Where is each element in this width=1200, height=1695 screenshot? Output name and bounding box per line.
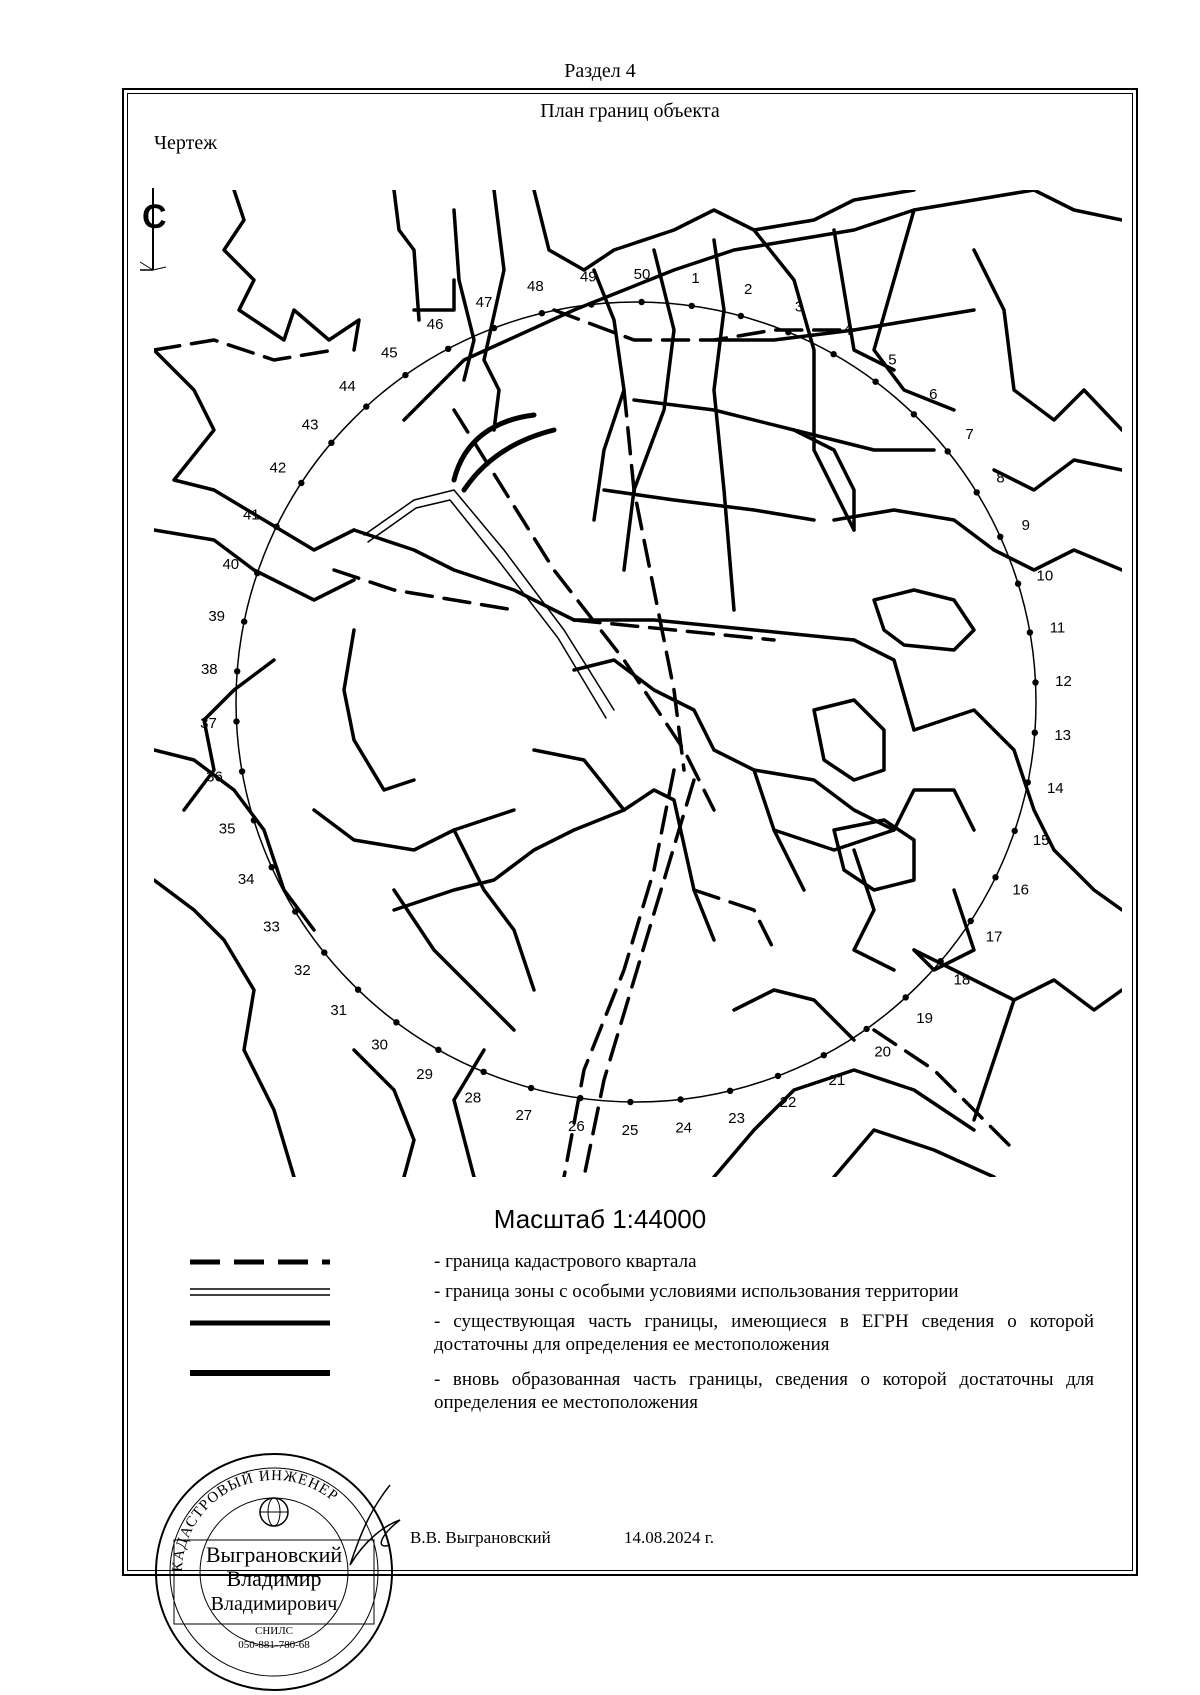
boundary-point	[974, 489, 980, 495]
boundary-point-label: 49	[579, 268, 597, 286]
boundary-point-label: 8	[996, 469, 1005, 487]
isolated-parcels	[814, 590, 974, 890]
boundary-point	[727, 1088, 733, 1094]
stamp-line-3: Владимирович	[210, 1593, 338, 1615]
scale-label: Масштаб 1:44000	[493, 1204, 707, 1234]
special-zone-boundary	[364, 490, 614, 718]
boundary-point-label: 14	[1046, 780, 1064, 798]
boundary-point-label: 7	[965, 425, 974, 443]
boundary-point-label: 2	[744, 281, 753, 298]
boundary-point-label: 37	[200, 714, 217, 732]
boundary-point-labels	[200, 266, 1072, 1139]
boundary-point	[775, 1073, 781, 1079]
boundary-point-label: 13	[1054, 726, 1072, 744]
legend-line-thick	[190, 1316, 330, 1330]
boundary-point	[254, 570, 260, 576]
legend-line-thick-bold	[190, 1366, 330, 1380]
boundary-point-label: 36	[206, 768, 223, 786]
stamp-line-1: Выграновский	[205, 1542, 343, 1567]
boundary-point-label: 48	[527, 278, 544, 295]
object-boundary-circle	[236, 302, 1036, 1102]
boundary-point-label: 4	[843, 321, 852, 339]
legend-line-double	[190, 1285, 330, 1299]
boundary-point-label: 19	[916, 1010, 933, 1028]
drawing-label: Чертеж	[154, 132, 218, 154]
boundary-point	[872, 379, 878, 385]
boundary-point	[328, 440, 334, 446]
boundary-point-label: 24	[675, 1119, 693, 1137]
boundary-point	[435, 1047, 441, 1053]
legend-text-new: - вновь образованная часть границы, сведения о которой достаточны для определения ее местоположения	[434, 1369, 1094, 1413]
boundary-point-label: 34	[237, 870, 255, 888]
boundary-point	[821, 1052, 827, 1058]
boundary-point-label: 32	[294, 962, 311, 980]
boundary-point	[491, 325, 497, 331]
boundary-point	[1012, 828, 1018, 834]
boundary-point	[292, 908, 298, 914]
boundary-point	[241, 618, 247, 624]
boundary-point	[298, 480, 304, 486]
north-arrow-letter: С	[142, 198, 167, 236]
boundary-point-label: 33	[263, 918, 280, 936]
boundary-point	[233, 718, 239, 724]
boundary-point-label: 3	[794, 298, 804, 316]
boundary-point	[830, 351, 836, 357]
boundary-point	[273, 524, 279, 530]
boundary-point-label: 30	[371, 1036, 388, 1054]
stamp-ring-text: КАДАСТРОВЫЙ ИНЖЕНЕР	[169, 1467, 342, 1573]
legend-line-dashed	[190, 1255, 330, 1269]
signer-name: В.В. Выграновский	[410, 1528, 551, 1547]
boundary-point-label: 25	[621, 1122, 639, 1139]
boundary-point-label: 40	[222, 556, 240, 574]
boundary-point-label: 43	[301, 416, 319, 434]
boundary-point-label: 35	[218, 820, 236, 838]
boundary-point-label: 50	[633, 266, 651, 283]
boundary-point	[1015, 581, 1021, 587]
stamp-line-4: СНИЛС	[254, 1625, 294, 1637]
boundary-point-label: 21	[828, 1071, 846, 1089]
boundary-point	[355, 987, 361, 993]
cadastral-map	[154, 190, 1122, 1177]
boundary-point	[363, 403, 369, 409]
boundary-point	[480, 1069, 486, 1075]
handwritten-signature	[330, 1480, 420, 1570]
boundary-point-label: 26	[568, 1117, 585, 1135]
legend-text-existing: - существующая часть границы, имеющиеся в ЕГРН сведения о которой достаточны для определения ее местоположения	[434, 1311, 1094, 1355]
stamp-line-5: 050-881-780-68	[238, 1639, 310, 1651]
boundary-point	[992, 874, 998, 880]
boundary-point	[627, 1099, 633, 1105]
boundary-point	[528, 1085, 534, 1091]
boundary-point-label: 38	[200, 661, 218, 679]
boundary-point	[997, 534, 1003, 540]
boundary-point-label: 20	[874, 1043, 892, 1061]
boundary-point-label: 31	[330, 1001, 348, 1019]
legend-text-quarter: - граница кадастрового квартала	[434, 1251, 697, 1272]
boundary-point	[239, 768, 245, 774]
boundary-points	[233, 299, 1038, 1105]
boundary-point	[911, 411, 917, 417]
boundary-point-label: 5	[888, 351, 897, 369]
boundary-point	[445, 346, 451, 352]
plan-title: План границ объекта	[540, 100, 720, 122]
boundary-point	[234, 668, 240, 674]
boundary-point	[677, 1096, 683, 1102]
boundary-point-label: 9	[1021, 517, 1030, 535]
boundary-point	[577, 1095, 583, 1101]
boundary-point-label: 47	[475, 293, 493, 311]
boundary-point	[321, 949, 327, 955]
boundary-point-label: 18	[953, 971, 971, 989]
boundary-point	[1032, 679, 1038, 685]
stamp-line-2: Владимир	[226, 1566, 322, 1591]
boundary-point-label: 29	[416, 1066, 433, 1084]
boundary-point	[588, 301, 594, 307]
boundary-point	[1025, 779, 1031, 785]
boundary-point	[402, 372, 408, 378]
boundary-point-label: 23	[728, 1110, 745, 1127]
boundary-point	[903, 994, 909, 1000]
boundary-point	[251, 817, 257, 823]
section-title: Раздел 4	[564, 60, 636, 82]
boundary-point-label: 15	[1032, 831, 1050, 849]
boundary-point-label: 1	[691, 270, 700, 288]
boundary-point-label: 10	[1036, 567, 1054, 585]
boundary-point	[393, 1019, 399, 1025]
boundary-point-label: 11	[1049, 619, 1066, 637]
boundary-point	[937, 958, 943, 964]
boundary-point-label: 42	[269, 459, 287, 477]
boundary-point	[1027, 629, 1033, 635]
boundary-point-label: 16	[1012, 881, 1030, 899]
sign-date: 14.08.2024 г.	[624, 1528, 715, 1547]
boundary-point-label: 44	[339, 377, 356, 395]
boundary-point-label: 41	[242, 506, 260, 524]
boundary-point-label: 22	[779, 1094, 797, 1112]
boundary-point	[785, 329, 791, 335]
boundary-point	[269, 864, 275, 870]
boundary-point-label: 45	[380, 344, 398, 362]
boundary-point	[968, 918, 974, 924]
boundary-point-label: 6	[929, 386, 938, 404]
boundary-point-label: 27	[515, 1107, 533, 1124]
boundary-point-label: 46	[426, 316, 444, 334]
boundary-point	[738, 313, 744, 319]
interchange	[454, 415, 554, 490]
boundary-point	[638, 299, 644, 305]
boundary-point	[689, 303, 695, 309]
legend-text-zone: - граница зоны с особыми условиями использования территории	[434, 1281, 959, 1302]
boundary-point-label: 12	[1055, 673, 1072, 691]
boundary-point	[539, 310, 545, 316]
boundary-point-label: 39	[208, 607, 226, 625]
boundary-point-label: 28	[464, 1089, 482, 1107]
boundary-point-label: 17	[985, 928, 1003, 946]
boundary-point	[945, 448, 951, 454]
boundary-point	[863, 1026, 869, 1032]
boundary-point	[1032, 730, 1038, 736]
